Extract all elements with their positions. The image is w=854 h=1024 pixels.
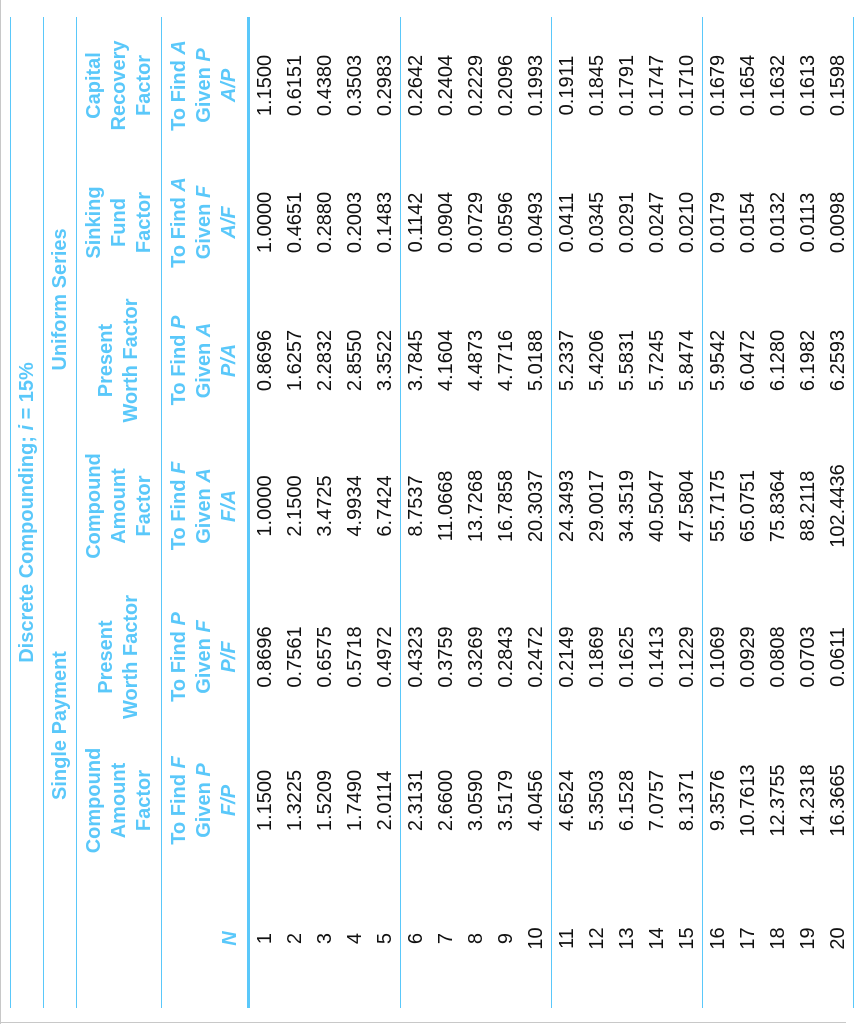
cell-pf: 0.1869 <box>585 626 608 688</box>
cell-ap: 0.1598 <box>823 17 854 154</box>
to-find-label: To Find <box>168 191 190 268</box>
cell-pa: 3.3522 <box>370 291 401 430</box>
factor-code-text: P/F <box>218 641 240 673</box>
cell-af: 0.4651 <box>283 191 306 254</box>
cell-pa: 6.0472 <box>736 329 759 392</box>
cell-n: 9 <box>494 932 517 945</box>
find-header-ap <box>162 17 249 154</box>
given-line <box>192 291 217 430</box>
cell-pa: 5.0188 <box>521 291 552 430</box>
cell-n: 7 <box>434 932 457 945</box>
cell-fa: 40.5047 <box>645 469 668 543</box>
cell-fa: 13.7268 <box>464 469 487 543</box>
find-header-fa <box>162 430 249 582</box>
cell-af: 0.0179 <box>706 191 729 254</box>
table-row <box>401 17 432 1008</box>
cell-fa: 20.3037 <box>521 430 552 582</box>
cell-af: 0.0291 <box>615 191 638 254</box>
factor-name-line: Worth Factor <box>120 298 142 423</box>
cell-af: 0.0345 <box>585 191 608 254</box>
table-row <box>582 17 612 1008</box>
find-header-pa <box>162 291 249 430</box>
table-row <box>249 17 281 1008</box>
cell-pa: 5.7245 <box>645 329 668 392</box>
to-find-line <box>167 582 192 732</box>
cell-fa: 16.7858 <box>494 469 517 543</box>
to-find-variable: P <box>168 315 190 330</box>
cell-n: 18 <box>766 927 789 950</box>
cell-pa: 5.8474 <box>672 291 703 430</box>
cell-af: 0.0729 <box>464 191 487 254</box>
cell-fa: 88.2118 <box>796 470 819 542</box>
given-label: Given <box>193 198 215 260</box>
find-header-n <box>162 869 249 1008</box>
cell-pa: 5.5831 <box>615 329 638 392</box>
cell-af: 0.0596 <box>494 191 517 254</box>
table-row <box>521 17 552 1008</box>
factor-name-line: Present <box>95 620 117 694</box>
to-find-label: To Find <box>168 329 190 406</box>
cell-n: 12 <box>585 927 608 950</box>
cell-pa: 6.1280 <box>766 329 789 392</box>
title-variable: i <box>15 424 38 431</box>
cell-n: 15 <box>672 869 703 1008</box>
cell-af: 0.0411 <box>555 192 578 253</box>
factor-code-text: P/A <box>218 343 240 378</box>
cell-pa: 2.8550 <box>343 329 366 392</box>
interest-factor-table <box>10 17 854 1008</box>
given-variable: F <box>193 185 215 199</box>
cell-pf: 0.2472 <box>521 582 552 732</box>
factor-name-line: Amount <box>107 762 130 839</box>
cell-pf: 0.2843 <box>494 626 517 688</box>
given-label: Given <box>193 776 215 838</box>
factor-name-line: Capital <box>82 52 105 119</box>
cell-pf: 0.0703 <box>796 626 819 688</box>
factor-header-af <box>77 154 162 291</box>
cell-ap: 0.6151 <box>283 54 306 117</box>
given-label: Given <box>193 337 215 399</box>
table-row <box>612 17 642 1008</box>
table-row <box>552 17 583 1008</box>
cell-pf: 0.0929 <box>736 626 759 688</box>
group-single-payment: Single Payment <box>44 582 77 869</box>
cell-fa: 75.8364 <box>766 469 789 543</box>
table-row <box>733 17 763 1008</box>
cell-fa: 65.0751 <box>736 469 759 543</box>
cell-fp: 1.5209 <box>313 769 336 832</box>
factor-code <box>217 17 242 154</box>
table-row <box>340 17 370 1008</box>
to-find-line <box>167 291 192 430</box>
given-line <box>192 430 217 582</box>
given-label: Given <box>193 482 215 544</box>
cell-n: 14 <box>645 927 668 950</box>
group-empty <box>44 869 77 1008</box>
factor-code-text: F/P <box>218 784 240 817</box>
cell-pf: 0.0611 <box>823 582 854 732</box>
factor-header-n <box>77 869 162 1008</box>
cell-pa: 3.7845 <box>404 329 427 392</box>
factor-header-fp <box>77 732 162 869</box>
cell-pf: 0.6575 <box>313 626 336 688</box>
factor-name-line: Factor <box>132 191 155 254</box>
cell-pa: 2.2832 <box>313 329 336 392</box>
cell-fa: 47.5804 <box>672 430 703 582</box>
to-find-label: To Find <box>168 54 190 131</box>
cell-ap: 1.1500 <box>253 54 276 117</box>
cell-pf: 0.2149 <box>555 626 578 688</box>
cell-pa: 5.2337 <box>555 329 578 392</box>
factor-code <box>217 582 242 732</box>
cell-n: 6 <box>404 932 427 945</box>
cell-ap: 0.2404 <box>434 54 457 117</box>
given-variable: P <box>193 48 215 62</box>
cell-ap: 0.1613 <box>796 54 819 117</box>
factor-code <box>217 154 242 291</box>
to-find-variable: F <box>168 756 190 769</box>
to-find-label: To Find <box>168 768 190 845</box>
cell-pa: 5.4206 <box>585 329 608 392</box>
cell-af: 0.0113 <box>796 192 819 253</box>
cell-pa: 6.1982 <box>796 329 819 392</box>
factor-name-line: Present <box>95 323 117 398</box>
cell-af: 0.0098 <box>823 154 854 291</box>
factor-name-line: Factor <box>132 475 155 537</box>
cell-fp: 3.0590 <box>464 769 487 832</box>
cell-fp: 12.3755 <box>766 764 789 837</box>
table-row <box>763 17 793 1008</box>
table-title <box>11 17 44 1008</box>
table-row <box>431 17 461 1008</box>
cell-n: 19 <box>796 927 819 950</box>
cell-fp: 14.2318 <box>796 764 819 837</box>
cell-fa: 3.4725 <box>313 475 336 537</box>
to-find-line <box>167 732 192 869</box>
to-find-line <box>167 17 192 154</box>
factor-header-ap <box>77 17 162 154</box>
cell-ap: 0.2229 <box>464 54 487 117</box>
cell-af: 0.1483 <box>370 154 401 291</box>
cell-pf: 0.8696 <box>253 626 276 688</box>
interest-factor-table-rotated <box>1 0 847 1024</box>
factor-code <box>217 430 242 582</box>
table-row <box>793 17 823 1008</box>
cell-ap: 0.1654 <box>736 54 759 117</box>
cell-pf: 0.7561 <box>283 626 306 688</box>
cell-pf: 0.1229 <box>672 582 703 732</box>
find-header-pf <box>162 582 249 732</box>
cell-af: 0.2880 <box>313 191 336 254</box>
cell-fa: 11.0668 <box>434 470 457 542</box>
cell-fp: 2.0114 <box>370 732 401 869</box>
cell-n: 20 <box>823 869 854 1008</box>
cell-fa: 4.9934 <box>343 475 366 537</box>
cell-fp: 10.7613 <box>736 764 759 837</box>
cell-fp: 4.0456 <box>521 732 552 869</box>
cell-pf: 0.4972 <box>370 582 401 732</box>
cell-ap: 0.1747 <box>645 54 668 117</box>
cell-n: 10 <box>521 869 552 1008</box>
title-suffix: = 15% <box>15 362 38 425</box>
cell-n: 4 <box>343 932 366 945</box>
cell-fp: 5.3503 <box>585 769 608 832</box>
factor-header-pf <box>77 582 162 732</box>
cell-fa: 29.0017 <box>585 469 608 543</box>
cell-fa: 6.7424 <box>370 430 401 582</box>
cell-fp: 4.6524 <box>555 769 578 832</box>
to-find-variable: F <box>168 461 190 474</box>
table-row <box>461 17 491 1008</box>
cell-ap: 0.2983 <box>370 17 401 154</box>
cell-af: 0.0210 <box>672 154 703 291</box>
factor-code-text: A/P <box>218 68 240 103</box>
given-variable: F <box>193 620 215 633</box>
cell-fa: 24.3493 <box>555 469 578 543</box>
cell-af: 0.0154 <box>736 191 759 254</box>
cell-pa: 6.2593 <box>823 291 854 430</box>
cell-fa: 2.1500 <box>283 475 306 537</box>
to-find-variable: A <box>168 40 190 55</box>
given-line <box>192 732 217 869</box>
cell-ap: 0.1679 <box>706 54 729 117</box>
cell-pf: 0.1069 <box>706 626 729 688</box>
cell-pf: 0.3269 <box>464 626 487 688</box>
cell-n: 16 <box>706 927 729 950</box>
factor-name-line: Amount <box>107 468 130 544</box>
cell-pf: 0.1413 <box>645 626 668 688</box>
cell-af: 0.0493 <box>521 154 552 291</box>
cell-ap: 0.1993 <box>521 17 552 154</box>
cell-fp: 9.3576 <box>706 769 729 832</box>
cell-fp: 3.5179 <box>494 769 517 832</box>
given-line <box>192 154 217 291</box>
cell-n: 11 <box>555 928 578 949</box>
table-row <box>491 17 521 1008</box>
factor-name-line: Factor <box>132 769 155 832</box>
cell-n: 3 <box>313 932 336 945</box>
cell-ap: 0.1791 <box>615 54 638 117</box>
cell-n: 17 <box>736 927 759 950</box>
cell-fp: 2.3131 <box>404 769 427 832</box>
cell-af: 0.0247 <box>645 191 668 254</box>
cell-fa: 55.7175 <box>706 469 729 543</box>
cell-pa: 4.7716 <box>494 329 517 392</box>
factor-name-line: Worth Factor <box>120 594 142 720</box>
given-variable: A <box>193 468 215 483</box>
to-find-variable: P <box>168 612 190 626</box>
cell-n: 1 <box>253 932 276 945</box>
cell-fa: 1.0000 <box>253 475 276 537</box>
cell-fp: 7.0757 <box>645 769 668 832</box>
cell-af: 0.0132 <box>766 191 789 254</box>
cell-n: 8 <box>464 932 487 945</box>
factor-name-line: Factor <box>132 54 155 117</box>
factor-header-pa <box>77 291 162 430</box>
cell-af: 0.1142 <box>404 192 427 253</box>
given-variable: A <box>193 322 215 338</box>
to-find-label: To Find <box>168 625 190 702</box>
cell-af: 1.0000 <box>253 191 276 254</box>
cell-fp: 1.7490 <box>343 769 366 832</box>
factor-header-fa <box>77 430 162 582</box>
factor-name-line: Compound <box>82 453 105 559</box>
cell-n: 5 <box>370 869 401 1008</box>
factor-code-text: A/F <box>218 206 240 239</box>
cell-pf: 0.1625 <box>615 626 638 688</box>
cell-fa: 102.4436 <box>823 430 854 582</box>
cell-af: 0.2003 <box>343 191 366 254</box>
given-label: Given <box>193 632 215 694</box>
to-find-variable: A <box>168 177 190 192</box>
cell-pa: 1.6257 <box>283 329 306 392</box>
cell-pf: 0.3759 <box>434 626 457 688</box>
cell-ap: 0.1845 <box>585 54 608 117</box>
factor-code <box>217 291 242 430</box>
cell-fp: 6.1528 <box>615 769 638 832</box>
table-row <box>823 17 854 1008</box>
find-header-fp <box>162 732 249 869</box>
table-row <box>310 17 340 1008</box>
cell-pf: 0.0808 <box>766 626 789 688</box>
factor-code <box>217 732 242 869</box>
table-row <box>280 17 310 1008</box>
cell-pa: 4.4873 <box>464 329 487 392</box>
cell-pa: 4.1604 <box>434 329 457 392</box>
cell-ap: 0.2642 <box>404 54 427 117</box>
cell-fp: 1.3225 <box>283 769 306 832</box>
cell-fa: 8.7537 <box>404 475 427 537</box>
given-label: Given <box>193 61 215 123</box>
factor-name-line: Sinking <box>82 186 105 259</box>
find-header-af <box>162 154 249 291</box>
cell-pa: 0.8696 <box>253 329 276 392</box>
table-row <box>370 17 401 1008</box>
cell-fp: 16.3665 <box>823 732 854 869</box>
cell-ap: 0.4380 <box>313 54 336 117</box>
table-row <box>642 17 672 1008</box>
column-n-label: N <box>219 931 241 946</box>
cell-ap: 0.3503 <box>343 54 366 117</box>
table-row <box>672 17 703 1008</box>
cell-ap: 0.1632 <box>766 54 789 117</box>
cell-pf: 0.4323 <box>404 626 427 688</box>
cell-fp: 1.1500 <box>253 769 276 832</box>
cell-af: 0.0904 <box>434 191 457 254</box>
to-find-label: To Find <box>168 473 190 551</box>
cell-n: 13 <box>615 927 638 950</box>
factor-name-line: Compound <box>82 747 105 854</box>
given-variable: P <box>193 763 215 777</box>
factor-name-line: Recovery <box>107 40 130 131</box>
group-uniform-series: Uniform Series <box>44 17 77 582</box>
cell-fa: 34.3519 <box>615 469 638 543</box>
table-row <box>703 17 734 1008</box>
given-line <box>192 582 217 732</box>
cell-n: 2 <box>283 932 306 945</box>
title-prefix: Discrete Compounding; <box>15 430 38 663</box>
cell-pa: 5.9542 <box>706 329 729 392</box>
to-find-line <box>167 430 192 582</box>
cell-ap: 0.1710 <box>672 17 703 154</box>
cell-fp: 2.6600 <box>434 769 457 832</box>
cell-ap: 0.2096 <box>494 54 517 117</box>
cell-fp: 8.1371 <box>672 732 703 869</box>
to-find-line <box>167 154 192 291</box>
cell-pf: 0.5718 <box>343 626 366 688</box>
factor-code-text: F/A <box>218 489 240 523</box>
given-line <box>192 17 217 154</box>
factor-name-line: Fund <box>107 198 130 247</box>
cell-ap: 0.1911 <box>555 55 578 116</box>
